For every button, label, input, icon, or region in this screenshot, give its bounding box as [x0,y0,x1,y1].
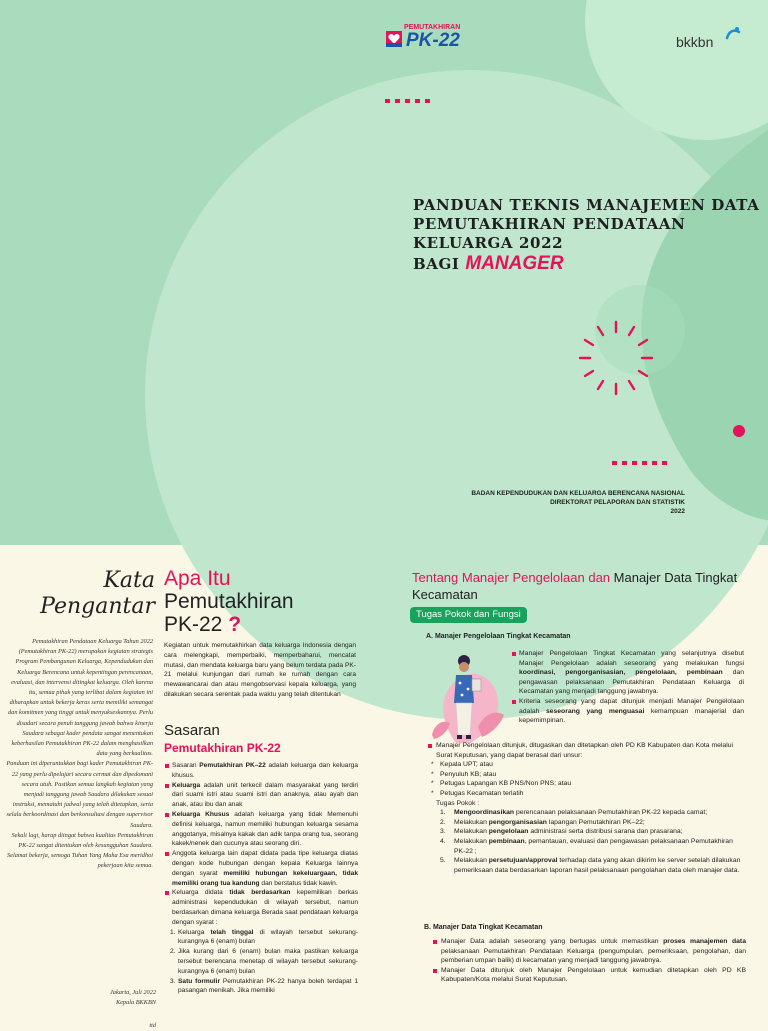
item-text: , pemantauan, evaluasi dan pengawasan pelaksanaan Pemutakhiran PK-22 ; [454,837,733,855]
list-item [428,937,746,966]
list-item [512,649,744,697]
item-text: Keluarga didata [172,889,230,897]
apa-itu-title [164,567,294,636]
sign-signer: Kepala BKKBN [115,999,156,1006]
section-a-side-text [512,649,744,726]
apa-title-pk22: PK-22 [164,613,223,636]
item-text: Manajer Data ditunjuk oleh Manajer Pengelolaan untuk kemudian ditetapkan oleh PD KB Kabupaten/Kota melalui Surat Keputusan. [441,966,746,984]
section-b-details [428,937,746,985]
woman-with-clipboard-illustration [426,645,508,745]
item-text: Melakukan [454,857,489,865]
kata-title-line-1: Kata [103,568,155,593]
list-item [164,849,358,888]
cover-footer-line-3: 2022 [670,508,685,515]
list-item [428,966,746,985]
item-text: Melakukan [454,837,489,845]
item-text: Melakukan [454,818,489,826]
unit-item: * Penyuluh KB; atau [428,770,746,780]
item-bold: telah tinggal [210,928,254,936]
list-item [512,697,744,726]
item-number: 3. [170,977,176,985]
tentang-title-dark: Manajer Data Tingkat Kecamatan [412,570,738,602]
cover-footer-line-2: DIREKTORAT PELAPORAN DAN STATISTIK [550,499,685,506]
item-text: Keluarga [178,928,211,936]
item-number: 2. [440,818,446,826]
bkkbn-logo-text: bkkbn [676,34,714,50]
sign-ttd: ttd [149,1022,156,1029]
item-text: di wilayah tersebut sekurang-kurangnya 6 (enam) bulan [178,928,358,946]
item-text: perencanaan pelaksanaan Pemutakhiran PK-22 kepada camat; [514,809,708,817]
item-text: dan pengawasan pelaksanaan Pemutakhiran Pendataan Keluarga di Kecamatan yang menjadi tanggung jawabnya. [519,669,744,696]
item-text: Jika kurang dari 6 (enam) bulan maka pastikan keluarga tersebut berencana menetap di wilayah tersebut sekurang-kurangnya 6 (enam) bulan [178,948,358,975]
item-bold: proses manajemen data [663,938,746,945]
section-a-details [428,741,746,875]
cover-title-line-4 [413,253,759,275]
cover-title-line-1: PANDUAN TEKNIS MANAJEMEN DATA [413,196,760,214]
unit-item: * Kepala UPT; atau [428,760,746,770]
dotted-line-top [385,99,435,105]
section-b-heading: B. Manajer Data Tingkat Kecamatan [424,924,543,931]
apa-itu-column [162,545,362,1024]
item-bold: Satu formulir [178,977,221,985]
kata-pengantar-title [10,568,155,620]
item-text: adalah keluarga dan keluarga khusus. [172,762,358,779]
section-a-heading: A. Manajer Pengelolaan Tingkat Kecamatan [426,633,571,640]
item-text: Melakukan [454,828,489,836]
apa-title-line-3 [164,613,294,636]
apa-title-question-mark: ? [228,613,242,636]
sasaran-subtitle: Pemutakhiran PK-22 [164,741,281,755]
item-text: pelaksanaan Pemutakhiran Pendataan Keluarga (pengumpulan, pemeriksaan, pengolahan, dan pemberian umpan balik) di kecamatan yang menjadi tanggung jawabnya. [441,947,746,965]
apa-title-line-2: Pemutakhiran [164,590,294,613]
cover-title-manager: MANAGER [465,253,564,274]
kata-pengantar-column [0,545,160,1029]
item-bold: tidak berdasarkan [229,889,291,897]
cover-title-bagi: BAGI [413,255,460,273]
numbered-item [164,947,358,976]
item-number: 3. [440,828,446,836]
item-text: adalah keluarga yang tidak Memenuhi definisi keluarga, namun memiliki hubungan keluarga sesama anggotanya, misalnya kakak dan adik tanpa orang tua, seorang kakek/nenek dan cucunya atau seorang diri. [172,810,358,848]
cover-title-line-2: PEMUTAKHIRAN PENDATAAN [413,215,686,233]
item-text: administrasi serta distribusi sarana dan prasarana; [528,828,683,836]
tentang-title-red: Tentang Manajer Pengelolaan dan [412,570,611,585]
kata-pengantar-body [3,637,153,872]
pk22-logo-icon [386,31,402,47]
item-number: 4. [440,837,446,845]
kata-paragraph-2: Panduan ini diperuntukkan bagi kader Pemutakhiran PK-22 yang perlu dipelajari secara cermat dan dipedomani secara utuh. Pastikan semua langkah kegiatan yang menjadi tanggung jawab Saudara dilakukan sesuai instruksi, mematuhi jadwal yang telah ditetapkan, serta selalu berkoordinasi dan berkonsultasi dengan supervisor Saudara. [6,760,153,829]
dotted-line-bottom [612,461,672,467]
logo-main-text: PK-22 [406,30,460,51]
tugas-item [428,856,746,875]
tugas-item [428,837,746,856]
item-text: Pemutakhiran PK-22 hanya boleh terdapat 1 pasangan menikah. Jika memiliki [178,977,358,995]
numbered-item [164,977,358,997]
tugas-item [428,827,746,837]
item-bold: pengelolaan [488,828,529,836]
item-text: kepemilikan berkas administrasi kependudukan di wilayah tersebut, namun berdasarkan dimana keluarga Berada saat pendataan keluarga dengan syarat : [172,889,358,926]
item-number: 5. [440,857,446,865]
unit-item: * Petugas Lapangan KB PNS/Non PNS; atau [428,779,746,789]
item-bold: Keluarga [172,781,201,789]
apa-title-line-1: Apa Itu [164,567,231,590]
kata-paragraph-1: Pemutakhiran Pendataan Keluarga Tahun 2022 (Pemutakhiran PK-22) merupakan kegiatan strategis Program Pembangunan Keluarga, Kependudukan dan Keluarga Berencana untuk kepentingan perencanaan, evaluasi, dan intervensi ditingkat keluarga. Oleh karena itu, semua pihak yang terlibat dalam kegiatan ini diharapkan untuk bekerja keras serta memiliki semangat dan komitmen yang tinggi untuk menyukseskannya. Perlu disadari secara penuh tanggung jawab bahwa kinerja Saudara sebagai kader pendata sangat menentukan keberhasilan Pemutakhiran PK-22 dalam menghasilkan data yang berkualitas. [8,638,153,758]
apa-itu-definition: Kegiatan untuk memutakhirkan data keluarga Indonesia dengan cara melengkapi, memperbaiki, memperbaharui, mencatat mutasi, dan mendata keluarga baru yang belum terdata pada PK-21 melalui kunjungan dari rumah ke rumah dengan cara mewawancarai dan atau mengobservasi kepala keluarga, yang dilakukan secara serentak pada waktu yang telah ditentukan [164,642,356,698]
logo-top-text: PEMUTAKHIRAN [404,24,461,31]
tugas-label: Tugas Pokok : [436,799,480,807]
cover-footer-line-1: BADAN KEPENDUDUKAN DAN KELUARGA BERENCANA NASIONAL [471,490,685,497]
cover-title [413,196,759,275]
bkkbn-logo-icon [724,26,742,42]
item-number: 2. [170,948,176,956]
signature-block [60,988,156,1029]
item-bold: pengorganisasian [488,818,547,826]
item-text: Kriteria seseorang yang dapat ditunjuk menjadi Manajer Pengelolaan adalah [519,697,744,715]
item-text: Anggota keluarga lain dapat didata pada tipe keluarga diatas dengan kode hubungan dengan kepala Keluarga lainnya dengan syarat [172,850,358,877]
item-number: 1. [170,928,176,936]
sign-place-date: Jakarta, Juli 2022 [110,989,156,996]
list-item [164,781,358,810]
item-text: Manajer Pengelolaan Tingkat Kecamatan yang selanjutnya disebut Manajer Pengelolaan adalah seseorang yang melakukan fungsi [519,650,744,667]
item-text: Sasaran [172,762,200,769]
item-bold: Keluarga Khusus [172,810,230,818]
kata-paragraph-3: Sekali lagi, harap diingat bahwa kualitas Pemutakhiran PK-22 sangat ditentukan oleh kesungguhan Saudara. Selamat bekerja, semoga Tuhan Yang Maha Esa meridhoi pekerjaan kita semua. [7,831,153,870]
pink-dot [733,425,745,437]
tentang-manajer-column [392,545,768,1024]
cover-title-line-3: KELUARGA 2022 [413,234,564,252]
tentang-title [412,569,752,603]
tugas-item [428,808,746,818]
tugas-item [428,818,746,828]
item-bold: pembinaan [488,837,525,845]
list-item [164,761,358,781]
unit-item: * Petugas Kecamatan terlatih [428,789,746,799]
item-bold: Mengoordinasikan [454,809,515,817]
numbered-item [164,928,358,948]
appointment-text: Manajer Pengelolaan ditunjuk, ditugaskan dan ditetapkan oleh PD KB Kabupaten dan Kota melalui Surat Keputusan, yang dapat berasal dari unsur: [428,741,746,760]
item-text: kemampuan manajerial dan kepemimpinan. [519,707,744,725]
list-item [164,810,358,849]
item-text: terhadap data yang akan dikirim ke server setelah dilakukan pemeriksaan data berdasarkan laporan hasil pelaksanaan pengolahan data oleh manajer data. [454,857,741,874]
item-text: Manajer Data adalah seseorang yang bertugas untuk memastikan [441,938,664,945]
sasaran-title: Sasaran [164,722,220,739]
item-bold: seseorang yang menguasai [545,707,645,715]
item-bold: Pemutakhiran PK–22 [199,762,266,769]
kata-title-line-2: Pengantar [40,594,155,619]
item-bold: memiliki hubungan kekeluargaan, tidak memiliki orang tua kandung [172,869,358,887]
cover-footer [400,489,685,516]
item-bold: persetujuan/approval [488,857,558,865]
item-bold: koordinasi, pengorganisasian, pengelolaan, pembinaan [519,669,723,677]
item-text: dan berstatus tidak kawin. [259,879,338,887]
item-text: lapangan Pemutakhiran PK–22; [546,818,645,826]
item-text: adalah unit terkecil dalam masyarakat yang terdiri dari suami istri atau suami istri dan anaknya, atau ayah dan anak, atau ibu dan anak [172,781,358,809]
list-item [164,888,358,927]
sasaran-list [164,761,358,996]
tugas-pokok-badge: Tugas Pokok dan Fungsi [410,607,527,623]
item-number: 1. [440,809,446,817]
sunburst-decoration [576,318,656,398]
